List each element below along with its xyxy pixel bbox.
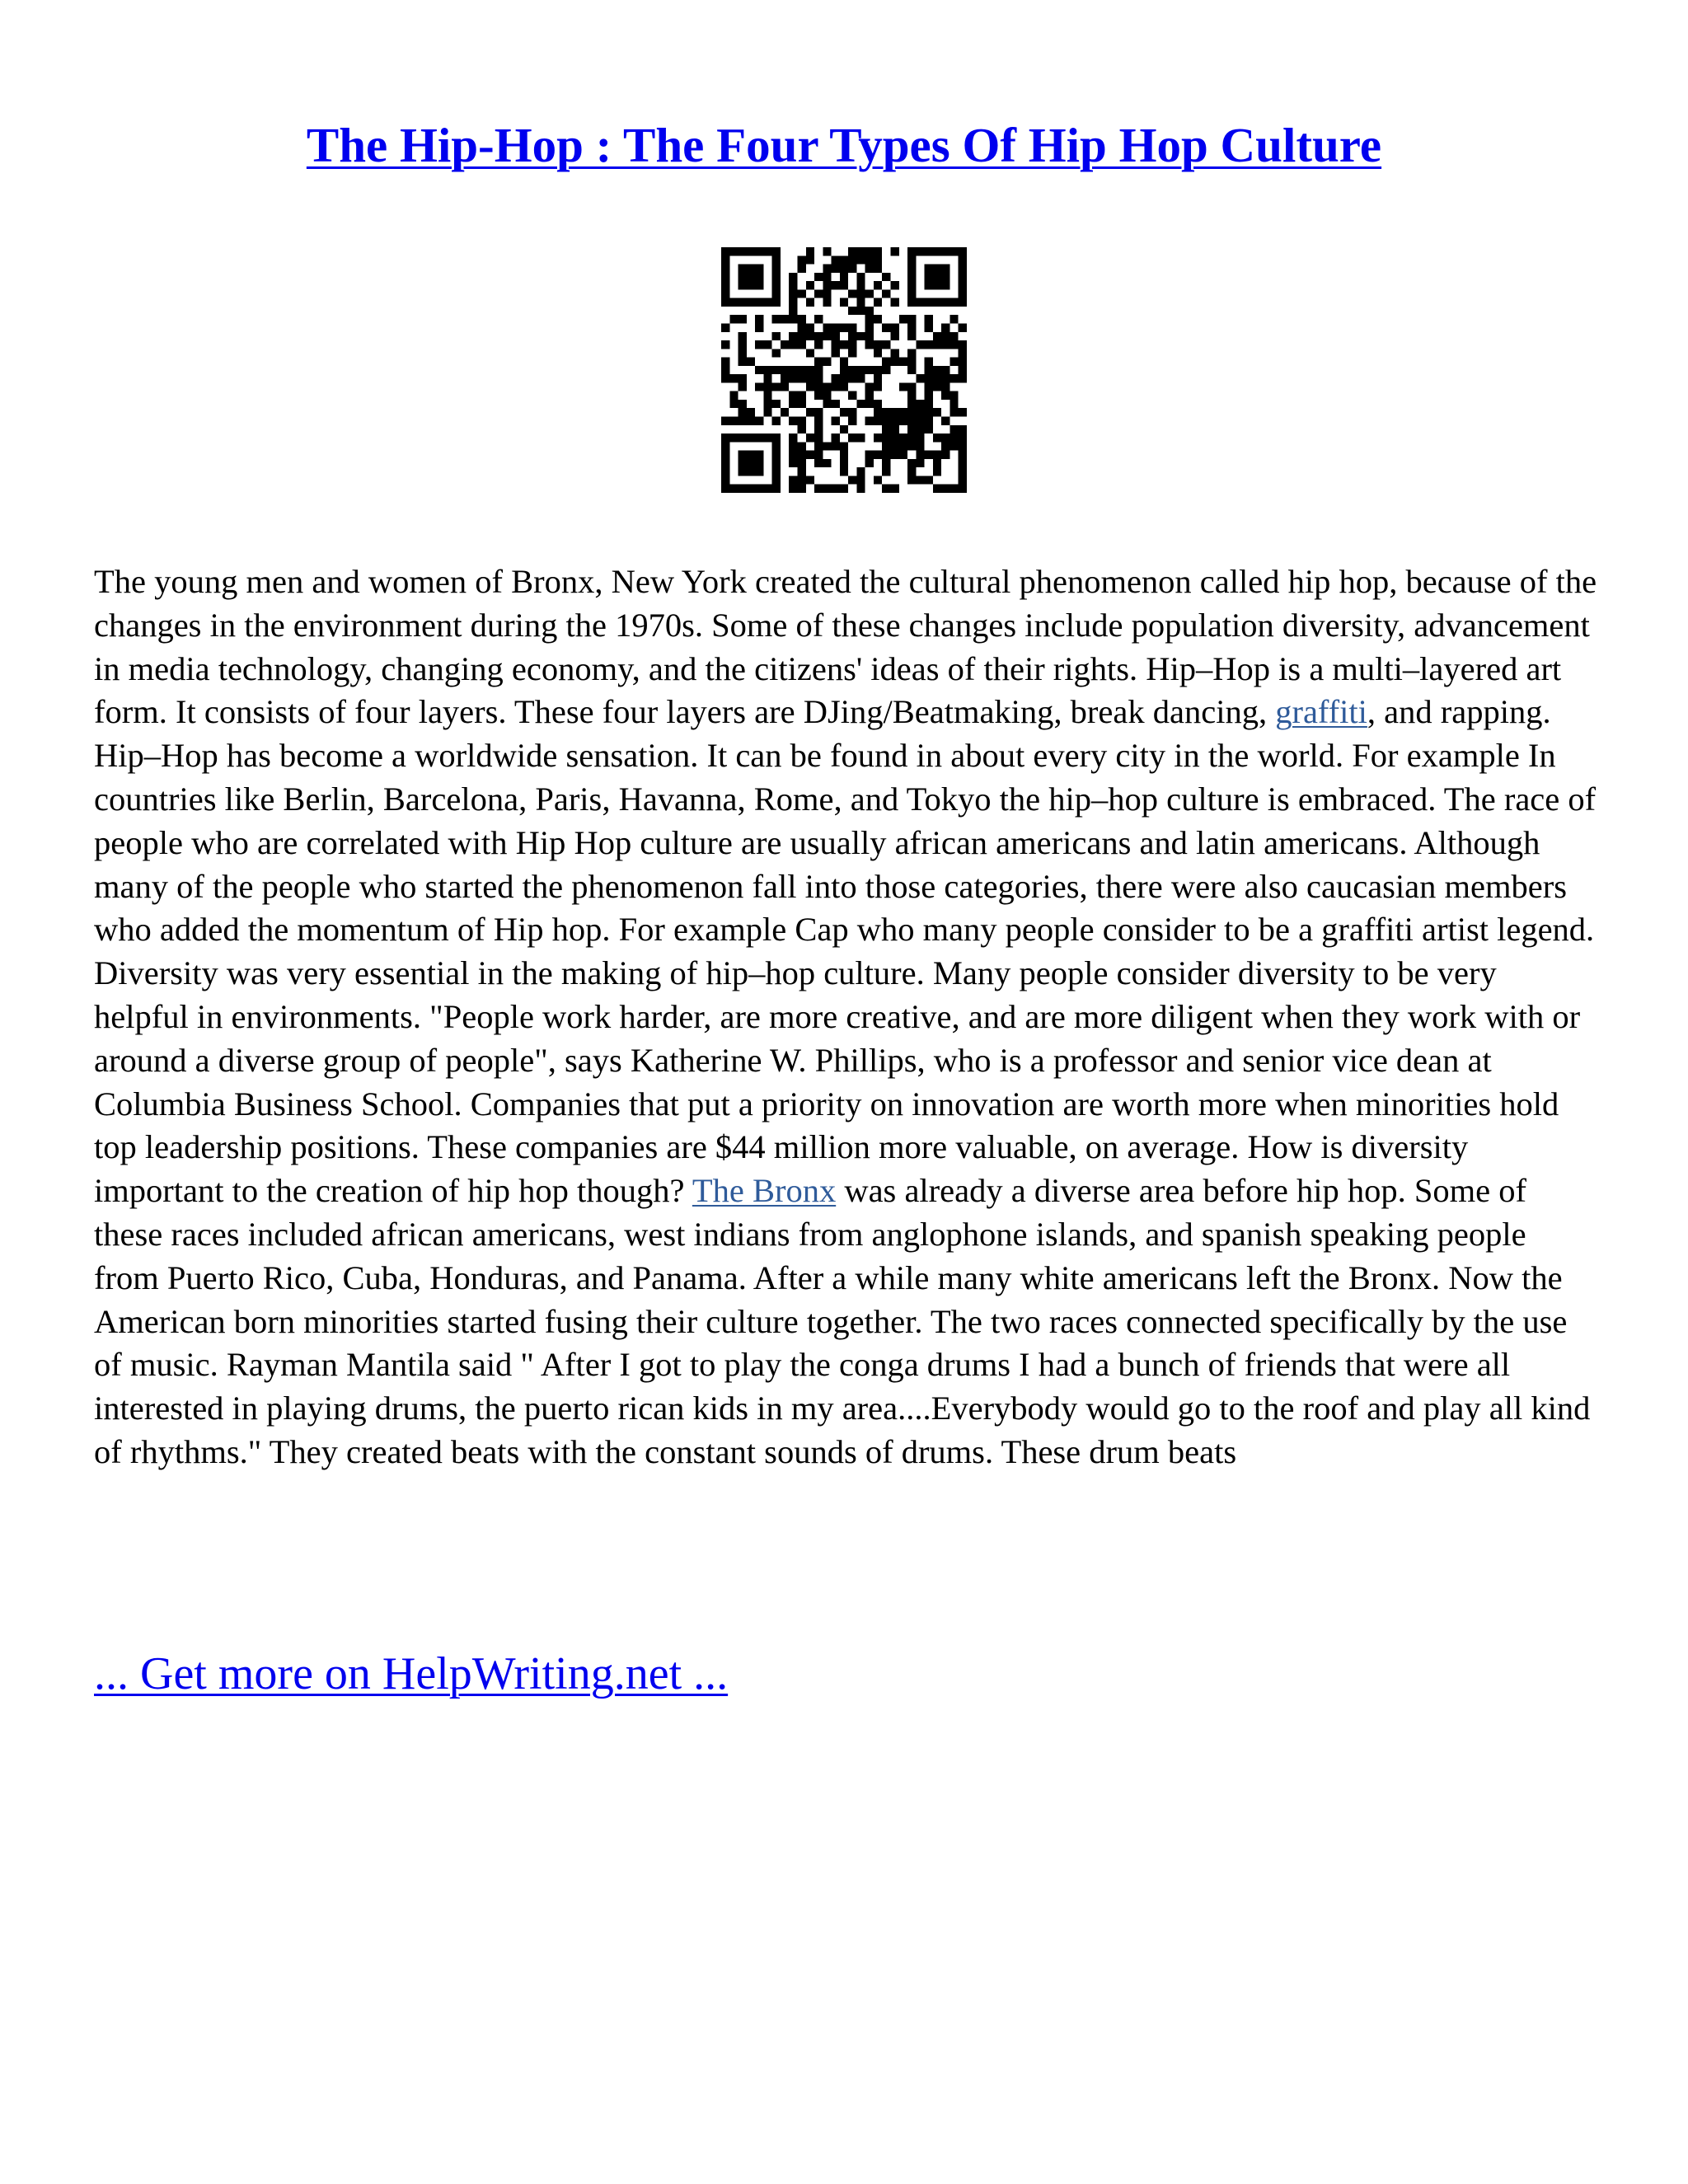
get-more-link[interactable]: ... Get more on HelpWriting.net ... — [94, 1648, 729, 1699]
article-body — [94, 560, 1599, 1474]
graffiti-link[interactable]: graffiti — [1275, 693, 1367, 731]
body-text-part-1: The young men and women of Bronx, New York created the cultural phenomenon called hip hop, because of the changes in the environment during the 1970s. Some of these changes include population diversity, advancement in media technology, changing economy, and the citizens' ideas of their rights. Hip–Hop is a multi–layered art form. It consists of four layers. These four layers are DJing/Beatmaking, break dancing, — [94, 563, 1597, 731]
body-text-part-3: was already a diverse area before hip hop. Some of these races included african americans, west indians from anglophone islands, and spanish speaking people from Puerto Rico, Cuba, Honduras, and Panama. After a while many white americans left the Bronx. Now the American born minorities started fusing their culture together. The two races connected specifically by the use of music. Rayman Mantila said " After I got to play the conga drums I had a bunch of friends that were all interested in playing drums, the puerto rican kids in my area....Everybody would go to the roof and play all kind of rhythms." They created beats with the constant sounds of drums. These drum beats — [94, 1172, 1591, 1470]
title-link[interactable]: The Hip-Hop : The Four Types Of Hip Hop Culture — [306, 118, 1382, 172]
page-title — [0, 115, 1688, 175]
the-bronx-link[interactable]: The Bronx — [692, 1172, 837, 1210]
qr-code-icon — [721, 247, 967, 493]
body-text-part-2: , and rapping. Hip–Hop has become a worldwide sensation. It can be found in about every city in the world. For example In countries like Berlin, Barcelona, Paris, Havanna, Rome, and Tokyo the hip–hop culture is embraced. The race of people who are correlated with Hip Hop culture are usually african americans and latin americans. Although many of the people who started the phenomenon fall into those categories, there were also caucasian members who added the momentum of Hip hop. For example Cap who many people consider to be a graffiti artist legend. Diversity was very essential in the making of hip–hop culture. Many people consider diversity to be very helpful in environments. "People work harder, are more creative, and are more diligent when they work with or around a diverse group of people", says Katherine W. Phillips, who is a professor and senior vice dean at Columbia Business School. Companies that put a priority on innovation are worth more when minorities hold top leadership positions. These companies are $44 million more valuable, on average. How is diversity important to the creation of hip hop though? — [94, 693, 1597, 1210]
